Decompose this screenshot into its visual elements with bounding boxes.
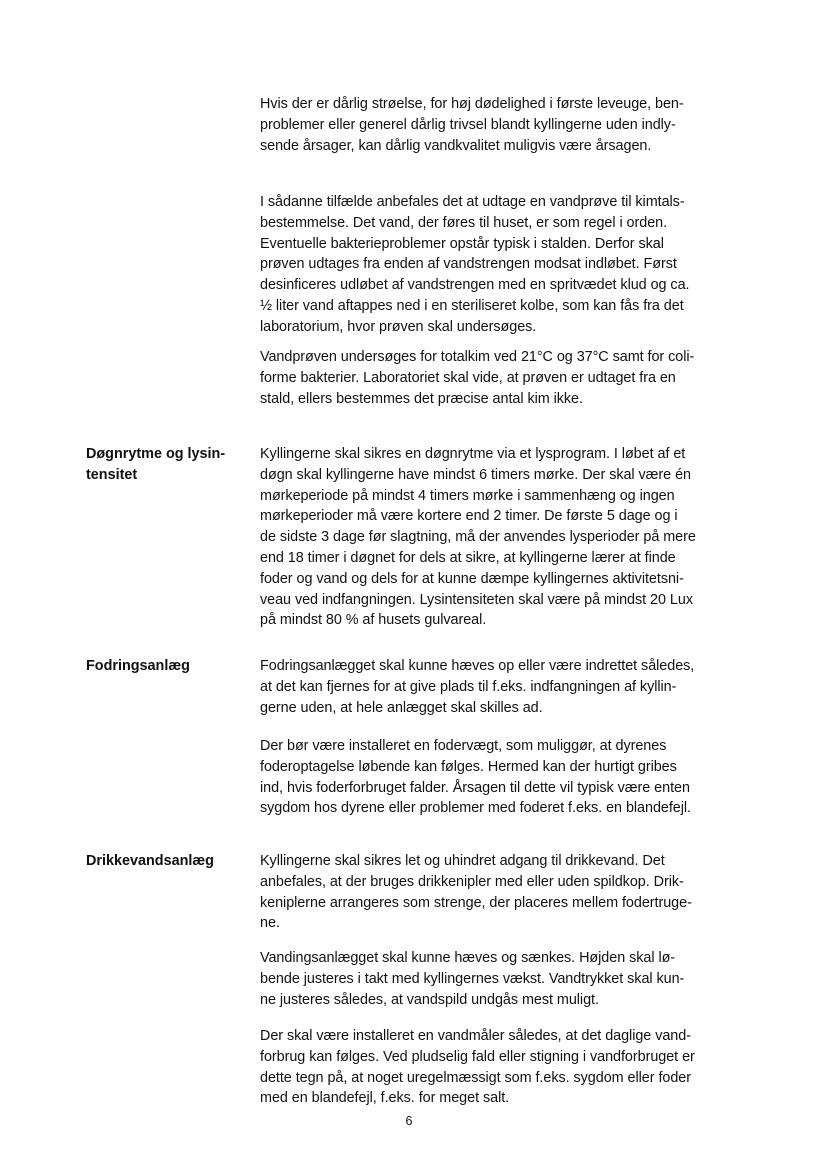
text-line: Hvis der er dårlig strøelse, for høj dødelighed i første leveuge, ben- [260,96,684,112]
text-line: problemer eller generel dårlig trivsel blandt kyllingerne uden indly- [260,116,676,133]
text-line: mørkeperiode på mindst 4 timers mørke i sammenhæng og ingen [260,487,675,504]
text-line: ind, hvis foderforbruget falder. Årsagen til dette vil typisk være enten [260,779,690,796]
text-line: at det kan fjernes for at give plads til f.eks. indfangningen af kyllin- [260,678,677,695]
paragraph-feed-scale [260,736,734,819]
paragraph-lab-analysis [260,347,734,409]
text-line: Fodringsanlægget skal kunne hæves op eller være indrettet således, [260,658,695,674]
text-line: Kyllingerne skal sikres let og uhindret adgang til drikkevand. Det [260,853,665,869]
heading-line: Døgnrytme og lysin- [86,446,226,462]
paragraph-watering-height [260,948,734,1010]
text-line: Vandprøven undersøges for totalkim ved 21°C og 37°C samt for coli- [260,349,695,365]
text-line: ne. [260,915,280,932]
text-line: prøven udtages fra enden af vandstrengen modsat indløbet. Først [260,256,677,273]
section-heading-daily-rhythm [86,444,251,486]
paragraph-light-program [260,444,734,631]
text-line: Vandingsanlægget skal kunne hæves og sænkes. Højden skal lø- [260,950,676,966]
paragraph-water-sample [260,192,734,338]
text-line: Der bør være installeret en fodervægt, som muliggør, at dyrenes [260,738,667,754]
text-line: dette tegn på, at noget uregelmæssigt som f.eks. sygdom eller foder [260,1069,691,1086]
text-line: desinficeres udløbet af vandstrengen med en spritvædet klud og ca. [260,277,690,294]
paragraph-feeding-system [260,656,734,718]
page-number: 6 [405,1114,413,1128]
text-line: sygdom hos dyrene eller problemer med foderet f.eks. en blandefejl. [260,800,692,817]
text-line: foderoptagelse løbende kan følges. Hermed kan der hurtigt gribes [260,758,677,775]
text-line: stald, ellers bestemmes det præcise antal kim ikke. [260,390,583,407]
text-line: mørkeperioder må være kortere end 2 timer. De første 5 dage og i [260,508,678,525]
paragraph-water-meter [260,1026,734,1109]
text-line: end 18 timer i døgnet for dels at sikre, at kyllingerne lærer at finde [260,549,676,566]
text-line: Der skal være installeret en vandmåler således, at det daglige vand- [260,1028,691,1044]
text-line: gerne uden, at hele anlægget skal skilles ad. [260,699,543,716]
text-line: forme bakterier. Laboratoriet skal vide, at prøven er udtaget fra en [260,369,676,386]
section-heading-feeding-system [86,656,251,677]
text-line: foder og vand og dels for at kunne dæmpe kyllingernes aktivitetsni- [260,570,684,587]
paragraph-water-quality-intro [260,94,734,156]
paragraph-drinking-access [260,851,734,934]
text-line: bende justeres i takt med kyllingernes vækst. Vandtrykket skal kun- [260,970,685,987]
text-line: keniplerne arrangeres som strenge, der placeres mellem fodertruge- [260,894,692,911]
text-line: bestemmelse. Det vand, der føres til huset, er som regel i orden. [260,214,668,231]
text-line: Eventuelle bakterieproblemer opstår typisk i stalden. Derfor skal [260,235,664,252]
text-line: på mindst 80 % af husets gulvareal. [260,612,487,629]
text-line: de sidste 3 dage før slagtning, må der anvendes lysperioder på mere [260,529,696,546]
heading-line: Fodringsanlæg [86,658,190,674]
text-line: veau ved indfangningen. Lysintensiteten skal være på mindst 20 Lux [260,591,693,608]
text-line: ½ liter vand aftappes ned i en steriliseret kolbe, som kan fås fra det [260,297,684,314]
text-line: forbrug kan følges. Ved pludselig fald eller stigning i vandforbruget er [260,1048,695,1065]
text-line: sende årsager, kan dårlig vandkvalitet muligvis være årsagen. [260,137,652,154]
text-line: døgn skal kyllingerne have mindst 6 timers mørke. Der skal være én [260,466,691,483]
text-line: I sådanne tilfælde anbefales det at udtage en vandprøve til kimtals- [260,194,685,210]
text-line: med en blandefejl, f.eks. for meget salt. [260,1090,510,1107]
text-line: laboratorium, hvor prøven skal undersøges. [260,318,537,335]
heading-line: Drikkevandsanlæg [86,853,214,869]
text-line: Kyllingerne skal sikres en døgnrytme via et lysprogram. I løbet af et [260,446,686,462]
section-heading-drinking-water-system [86,851,251,872]
text-line: ne justeres således, at vandspild undgås mest muligt. [260,991,599,1008]
heading-line: tensitet [86,466,138,483]
text-line: anbefales, at der bruges drikkenipler med eller uden spildkop. Drik- [260,873,684,890]
